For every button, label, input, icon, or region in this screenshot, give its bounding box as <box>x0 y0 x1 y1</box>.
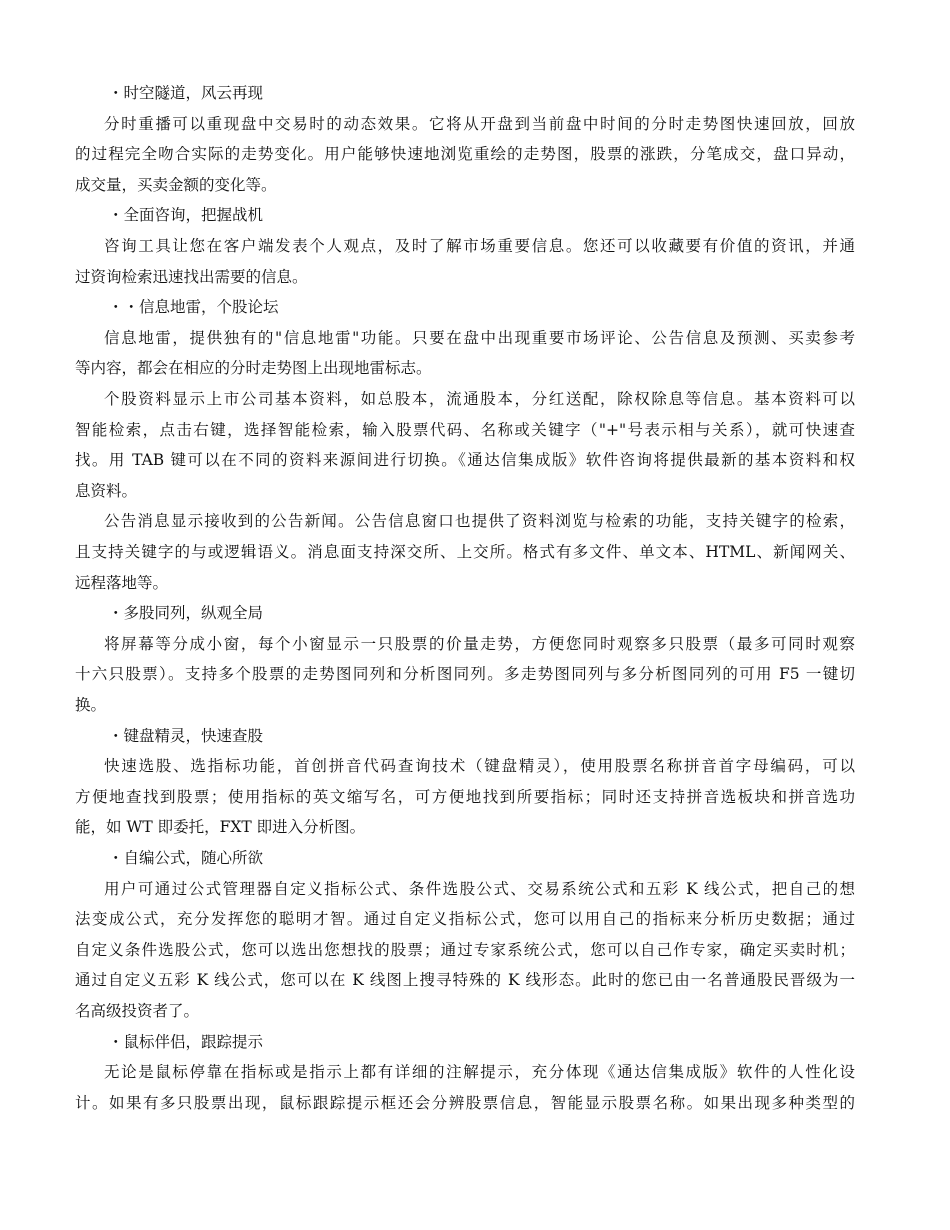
paragraph-line: 咨询工具让您在客户端发表个人观点，及时了解市场重要信息。您还可以收藏要有价值的资讯，并通 <box>104 237 855 255</box>
paragraph-line: 的过程完全吻合实际的走势变化。用户能够快速地浏览重绘的走势图，股票的涨跌，分笔成交，盘口异动， <box>75 145 855 164</box>
paragraph-line: 快速选股、选指标功能，首创拼音代码查询技术（键盘精灵），使用股票名称拼音首字母编码，可以 <box>104 757 855 776</box>
paragraph-line: 能，如 WT 即委托，FXT 即进入分析图。 <box>75 818 366 837</box>
paragraph-line: 远程落地等。 <box>75 573 169 592</box>
paragraph-line: 找。用 TAB 键可以在不同的资料来源间进行切换。《通达信集成版》软件咨询将提供最新的基本资料和权 <box>75 451 855 470</box>
paragraph-line: 法变成公式，充分发挥您的聪明才智。通过自定义指标公式，您可以用自己的指标来分析历史数据；通过 <box>75 910 855 929</box>
paragraph-line: 且支持关键字的与或逻辑语义。消息面支持深交所、上交所。格式有多文件、单文本、HTML、新闻网关、 <box>75 543 855 561</box>
section-heading: ・多股同列，纵观全局 <box>108 604 264 623</box>
paragraph-line: 计。如果有多只股票出现，鼠标跟踪提示框还会分辨股票信息，智能显示股票名称。如果出现多种类型的 <box>75 1093 855 1112</box>
section-heading: ・键盘精灵，快速查股 <box>108 726 264 745</box>
section-heading: ・・信息地雷，个股论坛 <box>108 298 279 317</box>
paragraph-line: 通过自定义五彩 K 线公式，您可以在 K 线图上搜寻特殊的 K 线形态。此时的您已由一名普通股民晋级为一 <box>75 971 855 990</box>
paragraph-line: 无论是鼠标停靠在指标或是指示上都有详细的注解提示，充分体现《通达信集成版》软件的人性化设 <box>104 1063 855 1082</box>
section-heading: ・时空隧道，风云再现 <box>108 84 264 102</box>
paragraph-line: 等内容，都会在相应的分时走势图上出现地雷标志。 <box>75 359 432 378</box>
paragraph-line: 名高级投资者了。 <box>75 1002 200 1020</box>
paragraph-line: 换。 <box>75 696 107 714</box>
paragraph-line: 将屏幕等分成小窗，每个小窗显示一只股票的价量走势，方便您同时观察多只股票（最多可同时观察 <box>104 634 855 653</box>
section-heading: ・全面咨询，把握战机 <box>108 206 264 225</box>
paragraph-line: 信息地雷，提供独有的"信息地雷"功能。只要在盘中出现重要市场评论、公告信息及预测、买卖参考 <box>104 328 855 347</box>
paragraph-line: 息资料。 <box>75 481 138 500</box>
paragraph-line: 个股资料显示上市公司基本资料，如总股本，流通股本，分红送配，除权除息等信息。基本资料可以 <box>104 390 855 408</box>
paragraph-line: 十六只股票）。支持多个股票的走势图同列和分析图同列。多走势图同列与多分析图同列的可用 F5 一键切 <box>75 665 855 684</box>
paragraph-line: 分时重播可以重现盘中交易时的动态效果。它将从开盘到当前盘中时间的分时走势图快速回放，回放 <box>104 114 855 133</box>
paragraph-line: 方便地查找到股票；使用指标的英文缩写名，可方便地找到所要指标；同时还支持拼音选板块和拼音选功 <box>75 787 855 806</box>
paragraph-line: 智能检索，点击右键，选择智能检索，输入股票代码、名称或关键字（"+"号表示相与关系），就可快速查 <box>75 420 855 439</box>
paragraph-line: 过资询检索迅速找出需要的信息。 <box>75 267 308 286</box>
paragraph-line: 公告消息显示接收到的公告新闻。公告信息窗口也提供了资料浏览与检索的功能，支持关键字的检索， <box>104 512 855 531</box>
section-heading: ・鼠标伴侣，跟踪提示 <box>108 1032 264 1051</box>
paragraph-line: 成交量，买卖金额的变化等。 <box>75 175 277 194</box>
paragraph-line: 自定义条件选股公式，您可以选出您想找的股票；通过专家系统公式，您可以自己作专家，确定买卖时机； <box>75 940 855 959</box>
paragraph-line: 用户可通过公式管理器自定义指标公式、条件选股公式、交易系统公式和五彩 K 线公式，把自己的想 <box>104 879 855 898</box>
section-heading: ・自编公式，随心所欲 <box>108 849 264 867</box>
